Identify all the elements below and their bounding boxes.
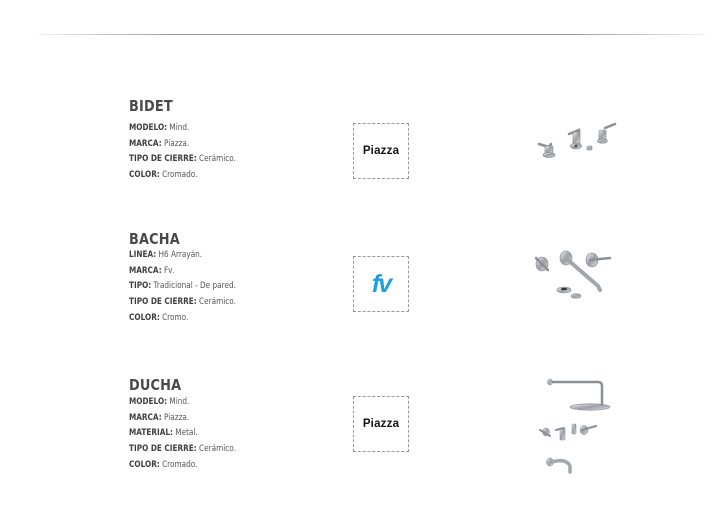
spec-row <box>129 248 236 264</box>
spec-key: MARCA: <box>129 412 162 423</box>
spec-key: TIPO: <box>129 281 152 292</box>
spec-key: TIPO DE CIERRE: <box>129 297 197 308</box>
brand-logo-box <box>353 123 409 179</box>
spec-list <box>129 395 253 474</box>
section-title: BACHA <box>129 230 180 248</box>
spec-row <box>129 137 236 153</box>
wall-basin-faucet-icon <box>530 246 616 302</box>
spec-row <box>129 295 236 311</box>
spec-key: MATERIAL: <box>129 428 173 439</box>
spec-row <box>129 458 236 474</box>
spec-value: Fv. <box>163 265 175 276</box>
spec-key: MARCA: <box>129 138 162 149</box>
spec-row <box>129 121 236 137</box>
spec-key: LINEA: <box>129 250 157 260</box>
shower-set-icon <box>536 378 616 484</box>
spec-key: MODELO: <box>129 123 168 133</box>
spec-value: Cromo. <box>162 312 189 323</box>
spec-row <box>129 311 236 327</box>
spec-value: Cromado. <box>162 459 198 470</box>
spec-row <box>129 152 236 168</box>
spec-value: Piazza. <box>163 412 190 423</box>
spec-value: H6 Arrayán. <box>158 250 203 260</box>
spec-value: Cerámico. <box>199 444 236 455</box>
spec-key: COLOR: <box>129 312 160 323</box>
spec-row <box>129 411 236 427</box>
spec-value: Cerámico. <box>199 154 236 165</box>
spec-value: Mind. <box>169 123 190 133</box>
spec-row <box>129 395 236 411</box>
top-divider <box>38 34 706 35</box>
spec-key: COLOR: <box>129 170 160 181</box>
spec-row <box>129 279 236 295</box>
fv-logo: fv <box>371 269 391 298</box>
spec-value: Metal. <box>175 428 198 439</box>
spec-value: Tradicional - De pared. <box>153 281 236 292</box>
spec-key: MARCA: <box>129 265 162 276</box>
brand-logo-box <box>353 396 409 452</box>
spec-row <box>129 264 236 280</box>
spec-key: TIPO DE CIERRE: <box>129 154 197 165</box>
piazza-logo: Piazza <box>362 418 400 430</box>
spec-value: Piazza. <box>163 138 190 149</box>
spec-row <box>129 168 236 184</box>
piazza-logo: Piazza <box>362 145 400 157</box>
spec-value: Cromado. <box>162 170 198 181</box>
bidet-faucet-set-icon <box>535 122 621 164</box>
spec-key: COLOR: <box>129 459 160 470</box>
brand-logo-box <box>353 256 409 312</box>
spec-row <box>129 442 236 458</box>
spec-list <box>129 248 253 327</box>
spec-key: MODELO: <box>129 397 168 407</box>
spec-value: Mind. <box>169 397 190 407</box>
spec-list <box>129 121 253 184</box>
section-title: BIDET <box>129 97 173 115</box>
section-title: DUCHA <box>129 376 182 394</box>
spec-key: TIPO DE CIERRE: <box>129 444 197 455</box>
spec-value: Cerámico. <box>199 297 236 308</box>
spec-row <box>129 426 236 442</box>
